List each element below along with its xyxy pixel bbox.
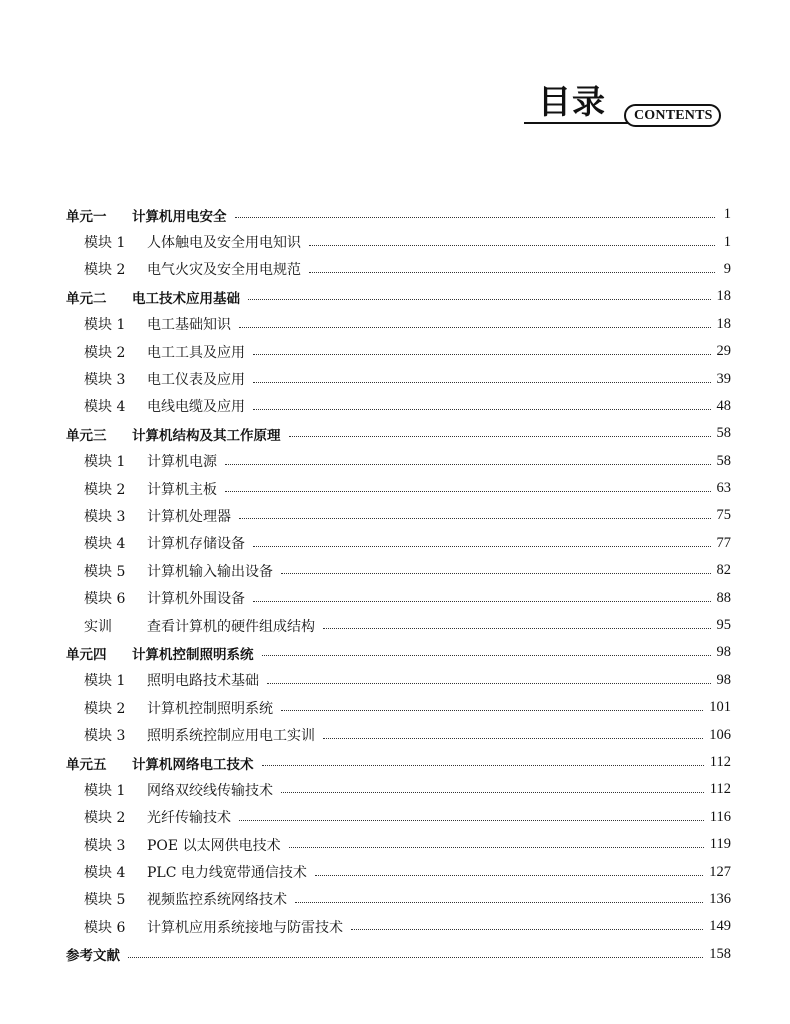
- toc-entry-page: 63: [716, 480, 731, 497]
- toc-entry-label: 模块 4: [84, 399, 126, 416]
- toc-entry-title: 网络双绞线传输技术: [147, 782, 273, 799]
- dot-leader: [225, 464, 711, 465]
- toc-entry-label: 模块 1: [84, 782, 126, 799]
- toc-entry-label: 模块 1: [84, 454, 126, 471]
- toc-entry-label: 模块 5: [84, 563, 126, 580]
- dot-leader: [323, 628, 711, 629]
- toc-entry-title: 电气火灾及安全用电规范: [147, 262, 301, 279]
- dot-leader: [253, 601, 711, 602]
- toc-entry-page: 9: [723, 260, 731, 277]
- toc-entry-page: 158: [709, 945, 731, 962]
- toc-entry-title: PLC 电力线宽带通信技术: [147, 865, 307, 882]
- toc-entry-page: 82: [716, 562, 731, 579]
- toc-entry-page: 77: [716, 534, 731, 551]
- toc-module-entry[interactable]: [66, 584, 731, 611]
- dot-leader: [253, 382, 711, 383]
- toc-entry-label: 模块 1: [84, 235, 126, 252]
- toc-module-entry[interactable]: [66, 530, 731, 557]
- table-of-contents: [66, 201, 731, 968]
- toc-entry-title: 人体触电及安全用电知识: [147, 235, 301, 252]
- toc-module-entry[interactable]: [66, 365, 731, 392]
- toc-entry-title: 计算机外围设备: [147, 591, 245, 608]
- toc-entry-label: 模块 2: [84, 810, 126, 827]
- toc-unit-entry[interactable]: [66, 941, 731, 968]
- toc-module-entry[interactable]: [66, 612, 731, 639]
- toc-entry-title: 计算机结构及其工作原理: [132, 427, 281, 444]
- toc-entry-page: 98: [716, 644, 731, 661]
- toc-entry-label: 模块 3: [84, 372, 126, 389]
- contents-badge: CONTENTS: [624, 104, 721, 127]
- dot-leader: [248, 299, 711, 300]
- toc-entry-page: 119: [709, 836, 731, 853]
- toc-entry-title: 计算机网络电工技术: [132, 756, 254, 773]
- toc-entry-title: 计算机存储设备: [147, 536, 245, 553]
- dot-leader: [281, 573, 711, 574]
- toc-entry-title: POE 以太网供电技术: [147, 837, 281, 854]
- toc-entry-page: 136: [709, 890, 731, 907]
- contents-header: [524, 84, 724, 128]
- toc-entry-title: 光纤传输技术: [147, 810, 231, 827]
- toc-module-entry[interactable]: [66, 256, 731, 283]
- toc-entry-label: 模块 5: [84, 892, 126, 909]
- dot-leader: [295, 902, 703, 903]
- toc-module-entry[interactable]: [66, 557, 731, 584]
- toc-unit-entry[interactable]: [66, 749, 731, 776]
- page-title: 目录: [538, 82, 606, 121]
- toc-module-entry[interactable]: [66, 228, 731, 255]
- header-underline: [524, 122, 636, 124]
- toc-module-entry[interactable]: [66, 831, 731, 858]
- dot-leader: [253, 546, 711, 547]
- toc-entry-page: 1: [723, 233, 731, 250]
- toc-entry-page: 112: [709, 781, 731, 798]
- dot-leader: [309, 245, 715, 246]
- toc-entry-label: 单元二: [66, 290, 107, 307]
- dot-leader: [262, 655, 711, 656]
- toc-unit-entry[interactable]: [66, 420, 731, 447]
- dot-leader: [253, 409, 711, 410]
- toc-entry-title: 查看计算机的硬件组成结构: [147, 618, 315, 635]
- toc-module-entry[interactable]: [66, 475, 731, 502]
- toc-entry-label: 模块 6: [84, 591, 126, 608]
- toc-module-entry[interactable]: [66, 502, 731, 529]
- dot-leader: [239, 327, 711, 328]
- toc-entry-label: 模块 1: [84, 317, 126, 334]
- toc-entry-title: 计算机电源: [147, 454, 217, 471]
- toc-module-entry[interactable]: [66, 694, 731, 721]
- toc-entry-title: 计算机输入输出设备: [147, 563, 273, 580]
- toc-entry-page: 58: [716, 425, 731, 442]
- toc-module-entry[interactable]: [66, 448, 731, 475]
- dot-leader: [235, 217, 716, 218]
- dot-leader: [128, 957, 703, 958]
- toc-entry-label: 模块 2: [84, 481, 126, 498]
- toc-entry-title: 计算机控制照明系统: [132, 646, 254, 663]
- toc-entry-label: 模块 2: [84, 262, 126, 279]
- toc-entry-page: 75: [716, 507, 731, 524]
- toc-entry-page: 95: [716, 617, 731, 634]
- toc-unit-entry[interactable]: [66, 639, 731, 666]
- toc-entry-title: 参考文献: [66, 948, 120, 965]
- toc-module-entry[interactable]: [66, 804, 731, 831]
- toc-entry-label: 模块 4: [84, 536, 126, 553]
- toc-entry-page: 116: [709, 808, 731, 825]
- dot-leader: [253, 354, 711, 355]
- toc-entry-title: 电线电缆及应用: [147, 399, 245, 416]
- toc-entry-title: 电工工具及应用: [147, 344, 245, 361]
- dot-leader: [281, 710, 703, 711]
- toc-module-entry[interactable]: [66, 393, 731, 420]
- toc-unit-entry[interactable]: [66, 283, 731, 310]
- toc-entry-page: 18: [716, 315, 731, 332]
- toc-entry-title: 电工仪表及应用: [147, 372, 245, 389]
- toc-entry-label: 模块 1: [84, 673, 126, 690]
- toc-entry-page: 48: [716, 397, 731, 414]
- toc-entry-label: 实训: [84, 618, 112, 635]
- toc-entry-label: 单元三: [66, 427, 107, 444]
- dot-leader: [225, 491, 711, 492]
- toc-entry-page: 106: [709, 726, 731, 743]
- toc-entry-title: 计算机主板: [147, 481, 217, 498]
- dot-leader: [289, 436, 711, 437]
- toc-entry-page: 88: [716, 589, 731, 606]
- toc-entry-page: 39: [716, 370, 731, 387]
- toc-entry-title: 照明系统控制应用电工实训: [147, 728, 315, 745]
- toc-entry-label: 模块 2: [84, 700, 126, 717]
- toc-entry-page: 29: [716, 343, 731, 360]
- dot-leader: [351, 929, 703, 930]
- toc-module-entry[interactable]: [66, 667, 731, 694]
- dot-leader: [323, 738, 703, 739]
- toc-entry-label: 模块 3: [84, 508, 126, 525]
- toc-entry-page: 1: [723, 206, 731, 223]
- toc-entry-title: 电工技术应用基础: [132, 290, 240, 307]
- toc-entry-page: 58: [716, 452, 731, 469]
- toc-module-entry[interactable]: [66, 886, 731, 913]
- toc-entry-label: 单元五: [66, 756, 107, 773]
- toc-entry-label: 模块 3: [84, 837, 126, 854]
- toc-entry-page: 18: [716, 288, 731, 305]
- dot-leader: [267, 683, 711, 684]
- toc-entry-title: 计算机控制照明系统: [147, 700, 273, 717]
- toc-module-entry[interactable]: [66, 858, 731, 885]
- toc-entry-label: 模块 3: [84, 728, 126, 745]
- toc-entry-title: 计算机用电安全: [132, 208, 227, 225]
- dot-leader: [239, 518, 711, 519]
- toc-entry-label: 单元一: [66, 208, 107, 225]
- dot-leader: [281, 792, 704, 793]
- toc-entry-label: 模块 2: [84, 344, 126, 361]
- dot-leader: [289, 847, 704, 848]
- dot-leader: [262, 765, 704, 766]
- toc-module-entry[interactable]: [66, 311, 731, 338]
- toc-entry-title: 计算机处理器: [147, 508, 231, 525]
- toc-entry-title: 照明电路技术基础: [147, 673, 259, 690]
- toc-entry-label: 模块 6: [84, 919, 126, 936]
- toc-entry-title: 电工基础知识: [147, 317, 231, 334]
- toc-entry-title: 计算机应用系统接地与防雷技术: [147, 919, 343, 936]
- toc-module-entry[interactable]: [66, 338, 731, 365]
- dot-leader: [309, 272, 715, 273]
- toc-module-entry[interactable]: [66, 776, 731, 803]
- toc-entry-page: 127: [709, 863, 731, 880]
- toc-module-entry[interactable]: [66, 721, 731, 748]
- toc-unit-entry[interactable]: [66, 201, 731, 228]
- toc-entry-page: 98: [716, 671, 731, 688]
- toc-module-entry[interactable]: [66, 913, 731, 940]
- dot-leader: [239, 820, 704, 821]
- toc-entry-page: 112: [709, 754, 731, 770]
- toc-entry-label: 模块 4: [84, 865, 126, 882]
- dot-leader: [315, 875, 703, 876]
- toc-entry-label: 单元四: [66, 646, 107, 663]
- toc-entry-page: 101: [709, 699, 731, 716]
- toc-entry-page: 149: [709, 918, 731, 935]
- toc-entry-title: 视频监控系统网络技术: [147, 892, 287, 909]
